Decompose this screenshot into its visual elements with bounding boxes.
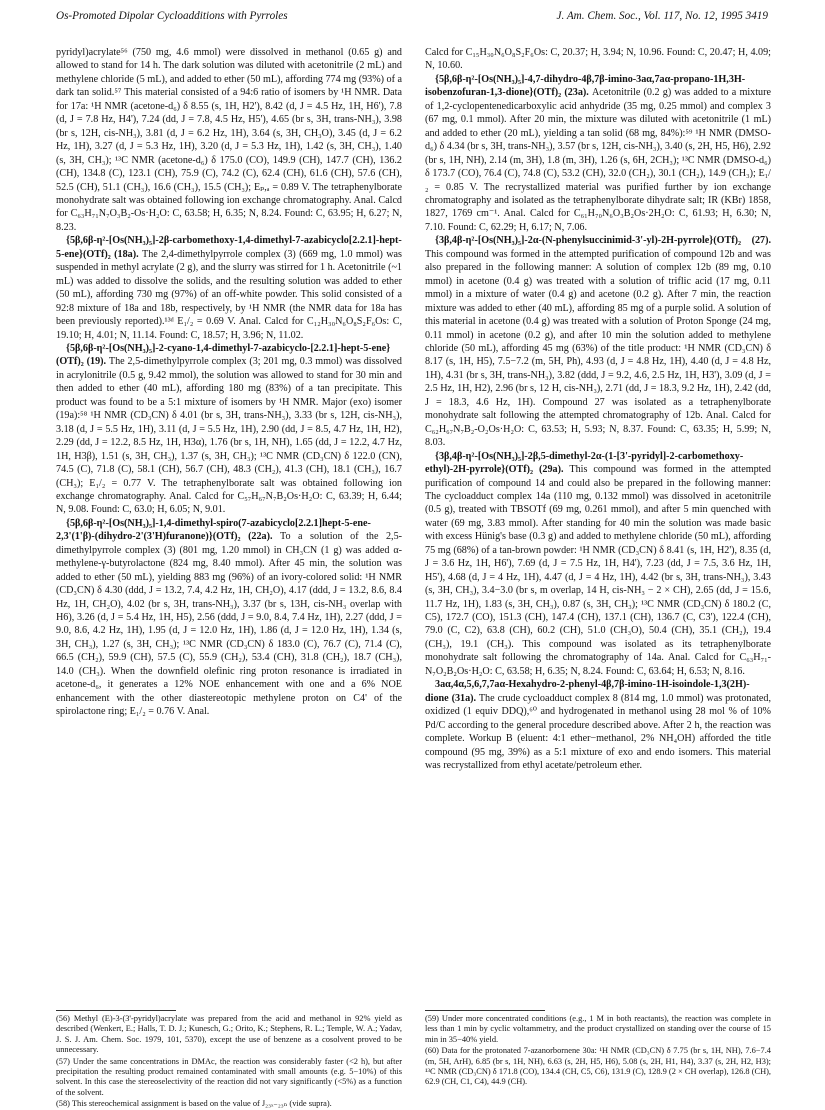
paragraph [56,46,402,234]
paragraph [425,234,771,449]
compound-heading: {5β,6β-η²-[Os(NH₃)₅]-2β-carbomethoxy-1,4-dimethyl-7-azabicyclo[2.2.1]-hept-5-ene}(OTf)₂ (18a). [56,235,402,260]
running-header [56,10,768,28]
compound-heading: {5β,6β-η²-[Os(NH₃)₅]-2-cyano-1,4-dimethyl-7-azabicyclo-[2.2.1]-hept-5-ene}(OTf)₂ (19). [56,342,391,368]
paragraph [425,73,771,234]
paragraph-text: To a solution of the 2,5-dimethylpyrrole complex (3) (801 mg, 1.20 mmol) in CH₃CN (1 g) was added α-methylene-γ-butyrolactone (824 mg, 8.40 mmol). After 45 min, the solution was added to ether (50 mL), yielding 883 mg (96%) of an ivory-colored solid: ¹H NMR (CD₃CN) δ 4.30 (ddd, J = 13.2, 7.4, 4.2 Hz, 1H, CH₂O), 4.17 (ddd, J = 13.2, 8.6, 8.4 Hz, 1H, CH₂O), 4.02 (br s, 3H, trans-NH₃), 3.37 (br s, 13H, cis-NH₃ overlap with H6), 3.26 (d, J = 5.4 Hz, 1H, H5), 2.56 (ddd, J = 9.0, 8.4, 7.4 Hz, 1H), 2.27 (ddd, J = 9.0, 8.6, 4.2 Hz, 1H), 1.95 (d, J = 12.0 Hz, 1H), 1.86 (d, J = 12.0 Hz, 1H), 1.34 (s, 3H, CH₃), 1.27 (s, 3H, CH₃); ¹³C NMR (CD₃CN) δ 183.0 (C), 76.7 (C), 71.4 (C), 66.5 (CH₂), 59.9 (CH), 57.5 (C), 55.9 (CH₂), 53.4 (CH), 31.8 (CH₂), 18.7 (CH₃), 14.0 (CH₃). When the downfield olefinic ring proton resonance is irradiated in acetone-d₆, it generates a 12% NOE enhancement with one and a 6% NOE enhancement with the other diastereotopic methylene proton on C4' of the spirolactone ring; E₁/₂ = 0.76 V. Anal. [56,531,402,718]
running-title: Os-Promoted Dipolar Cycloadditions with Pyrroles [56,10,288,22]
right-footnotes [425,1014,771,1087]
left-column [56,46,402,1006]
footnote: (59) Under more concentrated conditions (e.g., 1 M in both reactants), the reaction was complete in less than 1 min by cyclic voltammetry, and the product crystallized on standing over the course of 15 min in 35−40% yield. [425,1014,771,1044]
compound-heading: {3β,4β-η²-[Os(NH₃)₅]-2β,5-dimethyl-2α-(1-[3'-pyridyl]-2-carbomethoxy-ethyl)-2H-pyrrole}(OTf)₂ (29a). [425,450,744,476]
paragraph-text: Calcd for C₁₅H₃₀N₆O₈S₂F₆Os: C, 20.37; H, 3.94; N, 10.96. Found: C, 20.47; H, 4.09; N, 10.60. [425,47,771,72]
paragraph-text: The 2,5-dimethylpyrrole complex (3; 201 mg, 0.3 mmol) was dissolved in acrylonitrile (0.5 g, 9.42 mmol), the solution was allowed to stand for 30 min and then added to ether (40 mL), affording 180 mg (83%) of a tan precipitate. This product was found to be a 5:1 mixture of isomers by ¹H NMR. Major (exo) isomer (19a):⁵⁸ ¹H NMR (CD₃CN) δ 4.01 (br s, 3H, trans-NH₃), 3.33 (br s, 12H, cis-NH₃), 3.18 (d, J = 5.5 Hz, 1H), 3.11 (d, J = 5.5 Hz, 1H), 2.90 (dd, J = 8.5, 4.7 Hz, 1H, H2), 2.29 (dd, J = 12.2, 8.5 Hz, 1H, H3α), 1.76 (br s, 1H, NH), 1.65 (dd, J = 12.2, 4.7 Hz, 1H, H3β), 1.51 (s, 3H, CH₃), 1.37 (s, 3H, CH₃); ¹³C NMR (CD₃CN) δ 122.0 (CN), 74.5 (C), 71.8 (C), 58.1 (CH), 56.7 (CH), 48.3 (CH₂), 41.3 (CH), 18.1 (CH₃), 16.7 (CH₃); E₁/₂ = 0.77 V. The tetraphenylborate salt was obtained following ion exchange chromatography. Anal. Calcd for C₅₇H₆₇N₇B₂Os·H₂O: C, 63.39; H, 6.44; N, 9.08. Found: C, 63.0; H, 6.05; N, 9.01. [56,356,402,516]
paragraph [425,450,771,679]
footnote: (56) Methyl (E)-3-(3'-pyridyl)acrylate was prepared from the acid and methanol in 92% yield as described (Wenkert, E.; Halls, T. D. J.; Kunesch, G.; Orito, K.; Stephens, R. L.; Temple, W. A.; Yadav, J. S. J. Am. Chem. Soc. 1979, 101, 5370), except the use of benzene as a cosolvent proved to be unnecessary. [56,1014,402,1055]
footnote: (60) Data for the protonated 7-azanorbornene 30a: ¹H NMR (CD₃CN) δ 7.75 (br s, 1H, NH), 7.6−7.4 (m, 5H, ArH), 6.85 (br s, 1H, NH), 6.63 (s, 2H, H5, H6), 5.08 (s, 2H, H1, H4), 3.37 (s, 2H, H2, H3); ¹³C NMR (CD₃CN) δ 171.8 (CO), 134.4 (CH, C5, C6), 131.9 (C), 128.9 (2 × CH overlap), 126.8 (CH), 62.9 (CH, C1, C4), 44.9 (CH). [425,1046,771,1087]
footnote-rule [56,1010,176,1011]
compound-heading: {5β,6β-η²-[Os(NH₃)₅]-1,4-dimethyl-spiro(7-azabicyclo[2.2.1]hept-5-ene-2,3'(1'β)-(dihydro-2'(3'H)furanone)}(OTf)₂ (22a). [56,517,371,543]
paragraph-text: This compound was formed in the attempted purification of compound 12b and was also prepared in the following manner: A solution of complex 12b (89 mg, 0.10 mmol) in acetone (0.4 g) was treated with a solution of triflic acid (17 mg, 0.11 mmol) in a mixture of water (0.4 g) and acetone (0.2 g). After 7 min, the reaction mixture was added to ether (40 mL), affording 85 mg of a purple solid. A solution of this material in acetone (0.4 g) was treated with a solution of Proton Sponge (24 mg, 0.11 mmol) in acetone (0.2 g), and after 10 min the solution added to methylene chloride (50 mL), affording 45 mg (63%) of the title product: ¹H NMR (CD₃CN) δ 8.17 (s, 1H, H5), 7.5−7.2 (m, 5H, Ph), 4.93 (d, J = 4.8 Hz, 1H), 4.40 (d, J = 4.8 Hz, 1H), 4.31 (br s, 3H, trans-NH₃), 3.82 (ddd, J = 9.2, 4.6, 2.5 Hz, 1H, H3'), 3.09 (d, J = 2.5 Hz, 1H, H2), 2.96 (br s, 12 H, cis-NH₃), 2.71 (dd, J = 18.3, 9.2 Hz, 1H), 2.42 (dd, J = 18.3, 4.6 Hz, 1H). Compound 27 was isolated as a tetraphenylborate monohydrate salt following the attempted chromatography of 12b. Anal. Calcd for C₆₂H₆₇N₇B₂-O₂Os·H₂O: C, 63.53; H, 5.93; N, 8.37. Found: C, 63.35; H, 5.99; N, 8.03. [425,248,771,449]
paragraph [56,517,402,719]
paragraph [425,678,771,772]
paragraph-text: Acetonitrile (0.2 g) was added to a mixture of 1,2-cyclopentenedicarboxylic acid anhydride (35 mg, 0.25 mmol) and complex 3 (67 mg, 0.1 mmol). After 20 min, the mixture was diluted with acetonitrile (1 mL) and added to ether (20 mL), yielding a tan solid (68 mg, 84%):⁵⁹ ¹H NMR (DMSO-d₆) δ 4.34 (br s, 3H, trans-NH₃), 3.57 (br s, 12H, cis-NH₃), 3.40 (s, 2H, H5, H6), 2.92 (br s, 1H, NH), 2.14 (m, 3H), 1.8 (m, 3H), 1.26 (s, 6H, 2CH₃); ¹³C NMR (DMSO-d₆) δ 173.7 (CO), 76.4 (C), 74.8 (C), 53.2 (CH), 32.0 (CH₂), 30.1 (CH₂), 14.9 (CH₃); E₁/₂ = 0.85 V. The recrystallized material was purified further by ion exchange chromatography and isolated as the tetraphenylborate dihydrate salt; IR (KBr) 1858, 1827, 1769 cm⁻¹. Anal. Calcd for C₆₁H₇₀N₆O₃B₂Os·2H₂O: C, 61.93; H, 6.30; N, 7.10. Found: C, 62.29; H, 6.17; N, 7.06. [425,87,771,233]
paragraph [425,46,771,73]
compound-heading: {3β,4β-η²-[Os(NH₃)₅]-2α-(N-phenylsuccinimid-3'-yl)-2H-pyrrole}(OTf)₂ (27). [435,235,771,247]
paragraph-text: The crude cycloadduct complex 8 (814 mg, 1.0 mmol) was protonated, oxidized (1 equiv DDQ),⁶⁰ and hydrogenated in methanol using 28 mol % of 10% Pd/C according to the general procedure described above. After 2 h, the reaction was complete. Workup B (eluent: 4:1 ether−methanol, 2% NH₄OH) afforded the title compound (95 mg, 39%) as a 5:1 mixture of exo and endo isomers. This material was recrystallized from ethyl acetate/petroleum ether. [425,692,771,772]
paragraph-text: The 2,4-dimethylpyrrole complex (3) (669 mg, 1.0 mmol) was suspended in methyl acrylate (2 g), and the slurry was stirred for 1 h. Acetonitrile (~1 mL) was added to dissolve the solids, and the resulting solution was added to ether (50 mL), affording 730 mg (97%) of an off-white powder. This solid consisted of a 92:8 mixture of 18a and 18b, respectively, by ¹H NMR (the NMR data for 18a has been previously reported).¹³ᵈ E₁/₂ = 0.69 V. Anal. Calcd for C₁₂H₃₀N₆O₈S₂F₆Os: C, 19.10; H, 4.01; N, 11.14. Found: C, 18.57; H, 3.96; N, 11.02. [56,248,402,341]
paragraph-text: This compound was formed in the attempted purification of compound 14 and could also be prepared in the following manner: The cycloadduct complex 14a (110 mg, 0.132 mmol) was dissolved in acetonitrile (0.5 g), treated with TBSOTf (69 mg, 0.261 mmol), and after 5 min quenched with water (69 mg, 3.83 mmol). After standing for 40 min the solution was made basic with excess Hünig's base (0.3 g) and added to methylene chloride (50 mL), affording 75 mg (68%) of a tan-brown powder: ¹H NMR (CD₃CN) δ 8.41 (s, 1H, H2'), 8.35 (d, J = 3.6 Hz, 1H, H6'), 7.69 (d, J = 7.5 Hz, 1H, H4'), 7.23 (dd, J = 7.5, 3.6 Hz, 1H, H5'), 4.68 (d, J = 4 Hz, 1H), 4.47 (d, J = 4 Hz, 1H), 4.42 (br s, 3H, trans-NH₃), 3.43 (s, 3H, CH₃), 3.4−3.0 (br s, m overlap, 14 H, cis-NH₃ − 2 × CH), 2.65 (dd, J = 15.6, 11.7 Hz, 1H), 1.83 (s, 3H, CH₃), 0.87 (s, 3H, CH₃); ¹³C NMR (CD₃CN) δ 180.2 (C, C5), 172.7 (CO), 151.3 (CH), 147.4 (CH), 137.1 (CH), 136.7 (C, C3'), 122.4 (CH), 79.0 (C, C2), 63.8 (CH), 60.2 (CH), 51.0 (CH₃O), 50.4 (CH), 35.1 (CH₂), 19.4 (CH₃), 19.1 (CH₃). This compound was isolated as its tetraphenylborate monohydrate salt following the chromatography of 14a. Anal. Calcd for C₆₃H₇₁-N₇O₂B₂Os·H₂O: C, 63.58; H, 6.35; N, 8.24. Found: C, 63.64; H, 6.53; N, 8.16. [425,464,771,677]
compound-heading: 3aα,4α,5,6,7,7aα-Hexahydro-2-phenyl-4β,7β-imino-1H-isoindole-1,3(2H)-dione (31a). [425,679,750,704]
footnote: (58) This stereochemical assignment is based on the value of J₂₃ₓ₋₂₃ₙ (vide supra). [56,1099,332,1109]
paragraph [56,342,402,517]
footnote-rule [425,1010,545,1011]
footnote: (57) Under the same concentrations in DMAc, the reaction was considerably faster (<2 h), but after precipitation the resulting product remained contaminated with small amounts (e.g. 5−10%) of this solvent. In this case the stereoselectivity of the reaction did not vary significantly (<5%) as a function of the solvent. [56,1056,402,1097]
journal-citation: J. Am. Chem. Soc., Vol. 117, No. 12, 1995 3419 [556,10,768,22]
left-footnotes [56,1014,402,1109]
right-column [425,46,771,1006]
paragraph-text: pyridyl)acrylate⁵⁶ (750 mg, 4.6 mmol) were dissolved in methanol (0.65 g) and allowed to stand for 14 h. The dark solution was diluted with acetonitrile (2 mL) and methylene chloride (5 mL), and added to ether (50 mL), affording 774 mg (93%) of a dark tan solid.⁵⁷ This material consisted of a 94:6 ratio of isomers by ¹H NMR. Data for 17a: ¹H NMR (acetone-d₆) δ 8.55 (s, 1H, H2'), 8.42 (d, J = 4.5 Hz, 1H, H6'), 7.8 (d, J = 7.8 Hz, H4'), 7.24 (dd, J = 7.8, 4.5 Hz, H5'), 4.65 (br s, 3H, trans-NH₃), 3.98 (br s, 12H, cis-NH₃), 3.81 (d, J = 6.2 Hz, 1H), 3.64 (s, 3H, CH₃O), 3.45 (d, J = 6.2 Hz, 1H), 3.27 (d, J = 5.3 Hz, 1H), 3.20 (d, J = 5.3 Hz, 1H), 1.42 (s, 3H, CH₃), 1.40 (s, 3H, CH₃); ¹³C NMR (acetone-d₆) δ 175.0 (CO), 149.9 (CH), 147.7 (CH), 136.2 (CH), 134.8 (C), 123.1 (CH), 75.9 (C), 74.2 (C), 62.4 (CH), 61.6 (CH), 57.6 (CH), 52.5 (CH), 51.1 (CH₃), 16.6 (CH₃), 15.5 (CH₃); Eₚ,ₐ = 0.89 V. The tetraphenylborate monohydrate salt was obtained following ion exchange chromatography. Anal. Calcd for C₆₃H₇₁N₇O₃B₂-Os·H₂O: C, 63.58; H, 6.35; N, 8.24. Found: C, 63.95; H, 6.27; N, 8.23. [56,47,402,233]
compound-heading: {5β,6β-η²-[Os(NH₃)₅]-4,7-dihydro-4β,7β-imino-3aα,7aα-propano-1H,3H-isobenzofuran-1,3-dione}(OTf)₂ (23a). [425,73,746,99]
paragraph [56,234,402,342]
